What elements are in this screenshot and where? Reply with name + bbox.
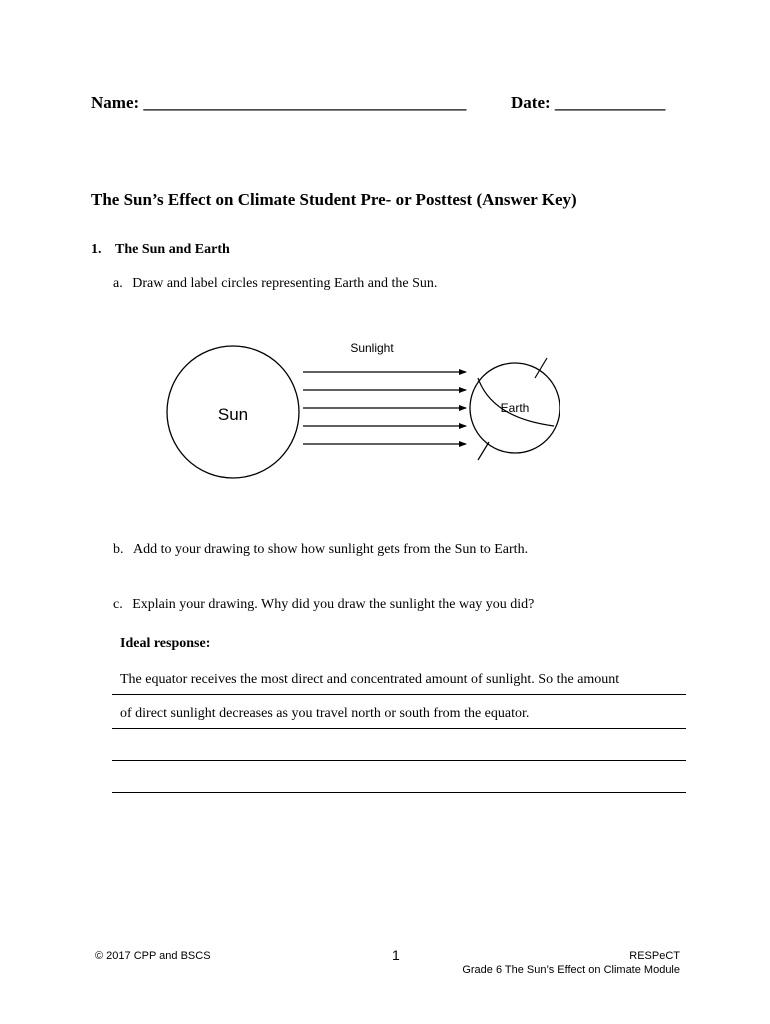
section-number: 1. — [91, 242, 102, 257]
question-text: Explain your drawing. Why did you draw the sunlight the way you did? — [132, 597, 535, 612]
question-letter: b. — [113, 542, 124, 557]
question-letter: c. — [113, 597, 123, 612]
question-text: Draw and label circles representing Earth and the Sun. — [132, 276, 438, 291]
answer-rule — [112, 760, 686, 761]
answer-rule — [112, 792, 686, 793]
answer-rule — [112, 694, 686, 695]
question-text: Add to your drawing to show how sunlight gets from the Sun to Earth. — [133, 542, 529, 557]
response-heading: Ideal response: — [120, 636, 211, 651]
name-field — [91, 93, 466, 113]
question-letter: a. — [113, 276, 123, 291]
response-line: The equator receives the most direct and concentrated amount of sunlight. So the amount — [120, 672, 620, 687]
sun-label: Sun — [217, 405, 249, 424]
date-label: Date: — [511, 93, 551, 112]
sun-earth-diagram — [160, 330, 560, 500]
question-c — [113, 597, 534, 613]
question-b — [113, 542, 528, 558]
page-title: The Sun’s Effect on Climate Student Pre- or Posttest (Answer Key) — [91, 190, 577, 209]
footer-copyright: © 2017 CPP and BSCS — [95, 950, 211, 962]
question-a — [113, 276, 437, 292]
answer-rule — [112, 728, 686, 729]
sunlight-label: Sunlight — [350, 341, 394, 355]
response-line: of direct sunlight decreases as you travel north or south from the equator. — [120, 706, 530, 721]
date-field — [511, 93, 665, 113]
date-blank: _____________ — [554, 93, 666, 112]
name-label: Name: — [91, 93, 140, 112]
section-heading — [91, 242, 230, 258]
footer-module: Grade 6 The Sun’s Effect on Climate Module — [462, 964, 680, 976]
page-number: 1 — [392, 947, 400, 963]
earth-label: Earth — [500, 401, 530, 415]
name-blank: ______________________________________ — [143, 93, 467, 112]
earth-axis-south — [478, 442, 489, 460]
footer-org: RESPeCT — [629, 950, 680, 962]
section-title: The Sun and Earth — [115, 242, 230, 257]
